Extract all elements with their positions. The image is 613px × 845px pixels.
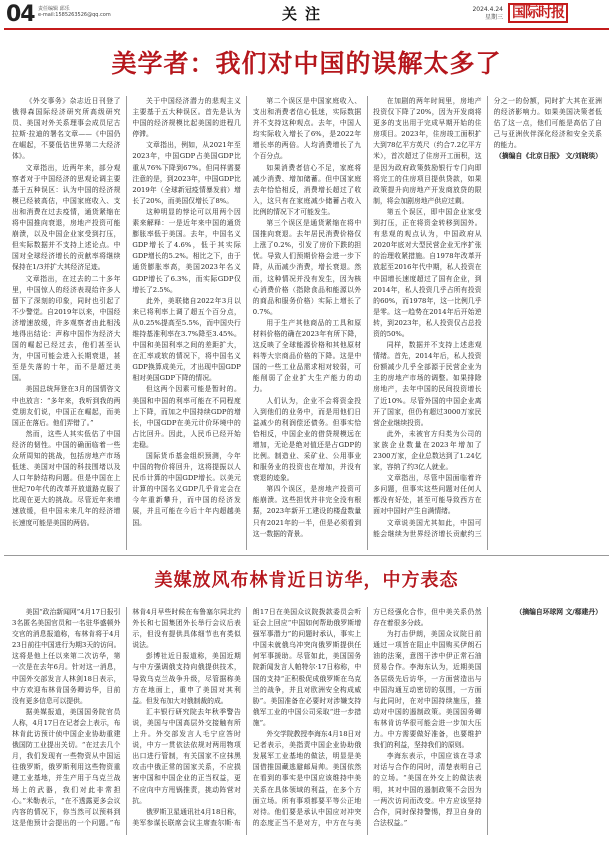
date-text: 2024.4.24	[472, 6, 503, 13]
paragraph: 为打击伊朗，美国众议院日前通过一项旨在阻止中国购买伊朗石油的法案，意图干涉中伊正常石油贸易合作。李海东认为，近期美国各层级先后访华，一方面营造出与中国沟通互动密切的氛围，一方面与此同时，在对中国持续施压，推动对中国的遏制政策。美国国务卿布林肯访华很可能会进一步加大压力。中方需要做好准备，也要维护我们的利益，坚持我们的原则。	[373, 630, 482, 750]
paragraph: 李海东表示，中国应该在寻求对话与合作的同时，清楚表明自己的立场。“美国在外交上的做法表明，其对中国的遏制政策不会因为一两次访问而改变。中方应该坚持合作，同时保持警惕，捍卫自身的合法权益。”	[373, 752, 482, 827]
paragraph: 文章指出，近两年来，部分观察者对于中国经济的思观论调主要基于五种误区：认为中国的经济规模已经被高估，中国家庭收入、支出和消费在过去疫情，通货紧缩在将中国推向衰退，房地产投资可能崩溃，以及中国企业家受到打压，但实际数据并不支持上述论点。中国对全球经济增长的贡献率将继续保持在1/3并扩大其经济足迹。	[12, 163, 121, 272]
paragraph: 俄罗斯卫星通讯社4月18日称，美军参谋长联席会议主席查尔斯·布朗17日在美国众议院拨款委员会听证会上回应“中国如何帮助俄罗斯增强军事潜力”的问题时承认，事实上中国未就俄乌冲突向俄罗斯提供任何军事援助。尽管如此，美国国务院新闻发言人帕特尔·17日称称，中国的支持“正积极促成俄罗斯在乌克兰的战争，并且对欧洲安全构成威胁”。美国准备在必要时对涉嫌支持俄军工业的中国公司采取“进一步措施”。	[132, 608, 362, 827]
paragraph: 据美媒报道，美国国务院官员人称，4月17日在记者会上表示，布林肯此访预计侦中国企业协助重建俄国防工业提出关切。“在过去几个月，我们发现有一些物资从中国运往俄罗斯，俄罗斯利用这些物资重建工业基地，并生产用于乌克兰战场上的武器，我们对此非常担心。”米勒表示，“在不透露更多会议内容的情况下，你当然可以预料到这是他预计会提出的一个问题。”布林肯4月早些时候在布鲁塞尔同北约外长和七国集团外长举行会议后表示，但没有提供具体细节也有类似说法。	[12, 608, 241, 827]
paragraph: 如果消费者信心不足，家庭将减少消费、增加储蓄。但中国家庭去年恰恰相反，消费增长超过了收入，这只有在家庭减少储蓄占收入比例的情况下才可能发生。	[252, 163, 362, 216]
paragraph: 人们认为，企业不会将资金投入到他们的业务中，而是用他们日益减少的利润偿还债务。但事实恰恰相反，中国企业的借贷规模远在增加，无论是绝对值还是占GDP的比例。制造业、采矿业、公用事业和服务业的投资也在增加，并没有衰退的迹象。	[252, 396, 362, 483]
paragraph: 外交学院教授李海东4月18日对记者表示，美指责中国企业协助俄发展军工业基地的做法，明显是美国借推国藏逃避邮局帅。美国依然在看到的事实是中国应该维持中美关系在具体领域的利益，在多个方面立场。所有事项都要平等公正地对待。他们要是承认中国应对冲突的态度正当不是对方，中方在与美方已经强化合作，但中美关系仍然存在着很多分歧。	[252, 608, 482, 827]
editor-name: 责任编辑 邱乐	[38, 6, 70, 12]
paragraph: 然而，这些人其实低估了中国经济的韧性。中国的确面临着一些众所周知的挑战，包括房地产市场低迷、美国对中国的科技围堵以及人口年龄结构问题。但是中国在上世纪70年代的改革开放道路克服了比现在更大的挑战。尽管近年来增速放缓，但中国未来几年的经济增长速度可能是美国的两倍。	[12, 429, 121, 527]
paragraph: 此外，未被官方归类为公司的家族企业数量在2023年增加了2300万家，企业总数达到了1.24亿家，容纳了约3亿人就业。	[373, 429, 482, 472]
section-title: 关注	[282, 5, 329, 23]
article1-body	[12, 96, 602, 550]
editor-info	[38, 6, 111, 18]
article2-headline: 美媒放风布林肯近日访华，中方表态	[154, 570, 459, 591]
paragraph: 文章指出，尽管中国面临着许多问题，但事实这些问题对任何人都没有好处，甚至可能导致西方在面对中国时产生自满情绪。	[373, 474, 482, 516]
paragraph: 美国总统拜登在3月的国情咨文中也放言：“多年来，我听到我的两党朋友们说，中国正在崛起，而美国正在落后。他们弄错了。”	[12, 385, 121, 427]
paragraph: 国际货币基金组织预测，今年中国的物价将回升，这将提振以人民币计算的中国GDP增长。以美元计算的中国名义GDP几乎肯定会在今年重新攀升，而中国的经济发展，并且可能在今后十年内超越美国。	[132, 452, 241, 527]
weekday-text: 星期三	[484, 14, 503, 21]
paragraph: 文章指出，例如，从2021年至2023年，中国GDP占美国GDP比重从76%下降到67%。但同样需要注意的是，到2023年，中国GDP比2019年（全球新冠疫情暴发前）增长了20%，而美国仅增长了8%。	[132, 141, 241, 205]
article1-headline: 美学者：我们对中国的误解太多了	[111, 49, 502, 78]
paragraph: 此外，美联储自2022年3月以来已将利率上调了超五个百分点，从0.25%提高至5.5%，而中国央行维持基准利率在3.7%降至3.45%。中国和美国利率之间的差距扩大，在汇率或软的情况下，将中国名义GDP换算成美元，才出现中国GDP相对美国GDP下降的情况。	[132, 296, 241, 383]
paragraph: 文章说美国尤其如此，中国可能会继续为世界经济增长贡献约三分之一的份额，同时扩大其在亚洲的经济影响力。如果美国决策者低估了这一点，他们可能是高估了自己与亚洲伙伴深化经济和安全关系的能力。	[373, 97, 602, 538]
paragraph: 第二个误区是中国家庭收入、支出和消费者信心低迷，实际数据并不支持这种观点。去年，中国人均实际收入增长了6%，是2022年增长率的两倍。人均消费增长了九个百分点。	[252, 97, 362, 161]
paragraph: 美国“政治新闻网”4月17日报引3名匿名美国官员和一名驻华盛顿外交官的消息报道称，布林肯将于4月23日前往中国进行为期3天的访问。这将是他上任以来第二次访华，第一次是在去年6月。针对这一消息，中国外交部发言人林剑18日表示，中方欢迎布林肯国务卿访华，目前没有更多信息可以提供。	[12, 608, 121, 705]
paragraph: 在加剧的两年时间里，房地产投资仅下降了20%，因为开发商将更多的支出用于完成早期开始的住房项目。2023年，住房竣工面积扩大到78亿平方英尺（约合7.2亿平方米），首次超过了住房开工面积，这是因为政府政策鼓励银行专门向即将完工的住房项目提供贷款，如果政策提升向房地产开发商放贷的限制，将会加剧房地产供应过剩。	[373, 97, 482, 205]
paragraph: 用于生产其他商品的工具和原材料价格的确在2023年有所下降，这反映了全球能源价格和其他原材料等大宗商品价格的下降。这是中国的一些工业品需求相对较弱，可能削弱了企业扩大生产能力的动力。	[252, 318, 362, 394]
paragraph: 第四个误区，是房地产投资可能崩溃。这些担忧并非完全没有根据，2023年新开工建设的楼盘数量只有2021年的一半，但是必须看到这一数据的背景。	[252, 485, 362, 538]
issue-date	[463, 6, 503, 22]
paragraph: 关于中国经济潜力的悲观主义主要基于五大种误区。首先是认为中国的经济规模比起美国的进程几停滞。	[132, 97, 241, 139]
article-divider	[4, 555, 609, 556]
paragraph: 但这两个因素可能是暂时的。美国和中国的利率可能在不同程度上下降，而加之中国持续GDP的增长，中国GDP在美元计价环境中的占比回升。因此，人民币已经开始走稳。	[132, 385, 241, 449]
article-credit: （摘编自环球网 文/郗建丹）	[515, 608, 602, 616]
paragraph: 《外交事务》杂志近日刊登了俄得森国际经济研究所高级研究员、美国对外关系理事会成员尼古拉斯·拉迪的署名文章——《中国仍在崛起，不要低估世界第二大经济体》。	[12, 97, 121, 161]
logo-text: 国际时报	[508, 3, 568, 23]
article-credit: （摘编自《北京日报》 文/刘晓琰）	[495, 152, 602, 161]
paragraph: 文章指出，在过去的二十多年里，中国惊人的经济表现给许多人留下了深刻的印象，同时也引起了不少警觉。自2019年以来，中国经济增速放缓，许多观察者由此相浅地得出结论：声称中国作为经济大国的崛起已经过去，他们甚至认为，中国可能会进入长期衰退，甚至是失落的十年，而不是超过美国。	[12, 274, 121, 383]
newspaper-logo	[508, 3, 568, 23]
paragraph: 汇丰银行研究院去年秋季警告说，美国与中国高层外交接触有所上升。外交部发言人毛宁应答时说，中方一贯依法依规对两用物项出口进行管制，有关国家不应抹黑攻击中俄正常的国家关系，不应损害中国和中国企业的正当权益，更不应向中方甩锅推责，挑动阵营对抗。	[132, 707, 241, 805]
page-number: 04	[6, 2, 35, 27]
paragraph: 这种明显的悖论可以用两个因素来解释：一是近年来中国的通货膨胀率低于美国。去年，中国名义GDP增长了4.6%，低于其实际GDP增长的5.2%。相比之下，由于通货膨胀率高，美国2023年名义GDP增长了6.3%，而实际GDP仅增长了2.5%。	[132, 207, 241, 294]
paragraph: 第三个误区是通货紧缩在将中国推向衰退。去年居民消费价格仅上涨了0.2%，引发了房价下跌的担忧。导致人们预期价格会进一步下降，从而减少消费，增长衰退。然而，这种情况并没有发生，因为核心消费价格（指除食品和能源以外的商品和服务价格）实际上增长了0.7%。	[252, 219, 362, 316]
paragraph: 第五个误区，即中国企业家受到打压，正在将资金转移到国外。有悲观的观点认为，中国政府从2020年底对大型民营企业无序扩张的治理收紧措施。自1978年改革开放起至2016年代中期，私人投资在中国增长速度超过了国有企业，到2014年，私人投资几乎占所有投资的60%，而1978年，这一比例几乎是零。这一趋势在2014年后开始逆转，到2023年，私人投资仅占总投资的50%。	[373, 207, 482, 338]
page-header	[0, 0, 613, 28]
paragraph: 彭博社近日报道称，美国近期与中方强调俄支持向俄提供技术，导致乌克兰战争升级，尽管据称美方在地面上，重申了美国对其利益。但发布加大对俄制裁的成。	[132, 652, 241, 705]
header-rule	[4, 28, 609, 30]
paragraph: 同样，数据并不支持上述悲观情绪。首先，2014年后，私人投资份额减少几乎全部源于民营企业为主的房地产市场的调整。如果排除房地产，去年中国的民间投资增长了近10%。尽管外国的中国企业离开了国家，但仍有超过3000万家民营企业继续投资。	[373, 341, 482, 427]
editor-email: e-mail:1585263526@qq.com	[38, 12, 111, 18]
article2-body	[12, 607, 602, 835]
